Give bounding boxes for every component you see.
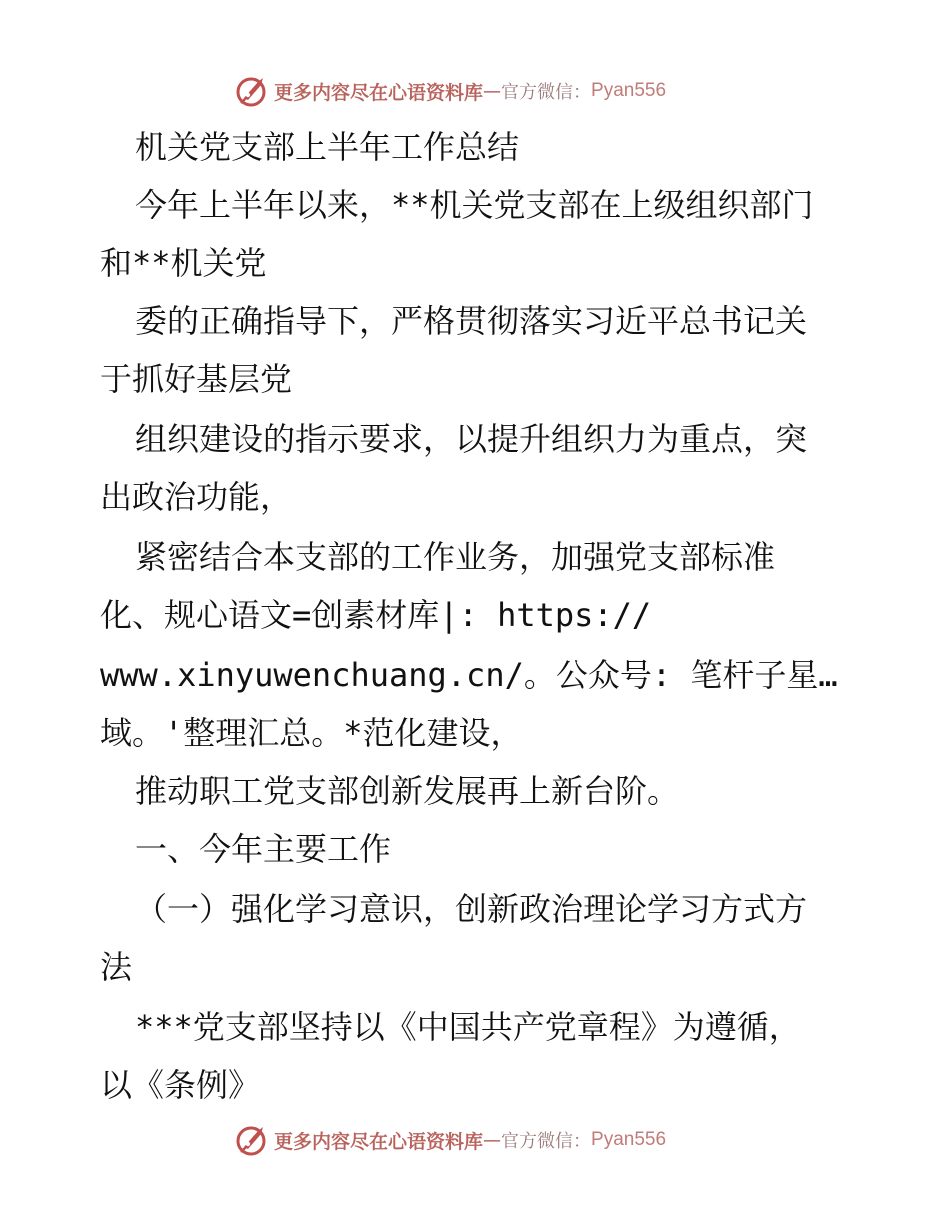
banner-wechat-account: Pyan556 xyxy=(591,1129,667,1150)
text-line: 今年上半年以来，**机关党支部在上级组织部门 xyxy=(135,186,814,224)
banner-wechat-account: Pyan556 xyxy=(591,80,667,101)
banner-dash: — xyxy=(483,80,502,102)
text-line: 和**机关党 xyxy=(100,244,267,282)
text-line: www.xinyuwenchuang.cn/。公众号: 笔杆子星… xyxy=(100,656,838,694)
document-title: 机关党支部上半年工作总结 xyxy=(135,128,520,166)
banner-brand-text: 更多内容尽在心语资料库 xyxy=(274,1130,484,1153)
header-banner xyxy=(236,74,666,108)
text-line: 化、规心语文=创素材库|: https:// xyxy=(100,596,652,634)
text-line: 域。'整理汇总。*范化建设， xyxy=(100,714,523,752)
text-line: 出政治功能， xyxy=(100,478,293,516)
text-line: 组织建设的指示要求，以提升组织力为重点，突 xyxy=(135,420,808,458)
banner-wechat-label: 官方微信： xyxy=(501,1131,592,1152)
pen-nib-circle-icon xyxy=(236,1123,270,1157)
text-line: 以《条例》 xyxy=(100,1066,261,1104)
banner-dash: — xyxy=(483,1129,502,1151)
text-line: 紧密结合本支部的工作业务，加强党支部标准 xyxy=(135,538,776,576)
banner-wechat-label: 官方微信： xyxy=(501,82,592,103)
pen-nib-circle-icon xyxy=(236,74,270,108)
text-line: ***党支部坚持以《中国共产党章程》为遵循， xyxy=(135,1008,801,1046)
subsection-heading: （一）强化学习意识，创新政治理论学习方式方 xyxy=(135,890,808,928)
text-line: 推动职工党支部创新发展再上新台阶。 xyxy=(135,772,680,810)
section-heading: 一、今年主要工作 xyxy=(135,830,392,868)
text-line: 委的正确指导下，严格贯彻落实习近平总书记关 xyxy=(135,302,808,340)
banner-brand-text: 更多内容尽在心语资料库 xyxy=(274,81,484,104)
text-line: 于抓好基层党 xyxy=(100,360,293,398)
footer-banner xyxy=(236,1123,666,1157)
text-line: 法 xyxy=(100,948,133,986)
